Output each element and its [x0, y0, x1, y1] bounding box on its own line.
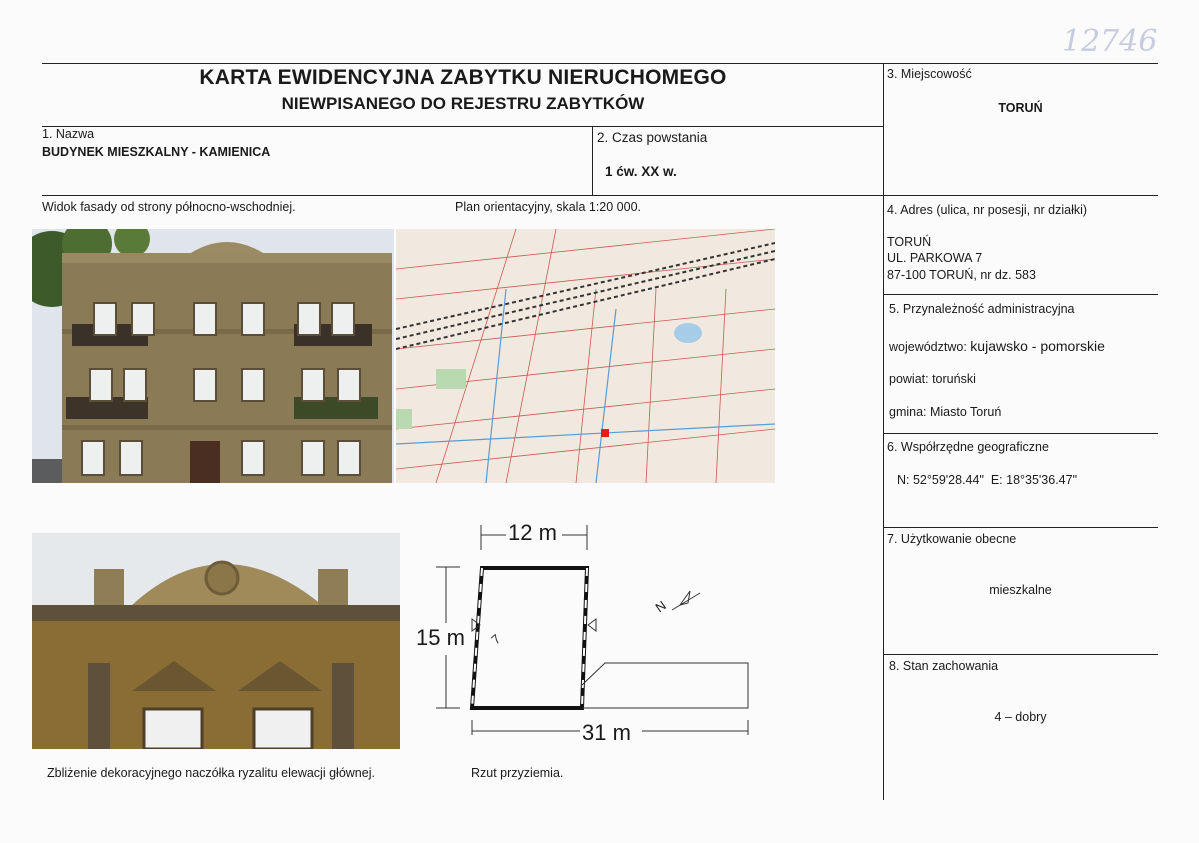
sec5-voivodeship — [889, 338, 1105, 354]
frame-top-line — [42, 63, 1158, 64]
sec5-county: powiat: toruński — [889, 372, 976, 386]
plan-height-label: 15 m — [416, 625, 465, 650]
frame-sec5-bottom — [883, 433, 1158, 434]
frame-right-column-divider — [883, 63, 884, 800]
detail-caption: Zbliżenie dekoracyjnego naczółka ryzalitu elewacji głównej. — [47, 766, 375, 780]
sec5-voivodeship-value: kujawsko - pomorskie — [970, 338, 1105, 354]
plan-caption: Rzut przyziemia. — [471, 766, 564, 780]
page-subtitle: NIEWPISANEGO DO REJESTRU ZABYTKÓW — [281, 94, 645, 113]
sec7-label: 7. Użytkowanie obecne — [887, 532, 1017, 546]
sec1-value: BUDYNEK MIESZKALNY - KAMIENICA — [42, 145, 271, 159]
sec3-label: 3. Miejscowość — [887, 67, 972, 81]
sec4-label: 4. Adres (ulica, nr posesji, nr działki) — [887, 203, 1088, 217]
sec2-value: 1 ćw. XX w. — [605, 164, 677, 179]
gable-detail-photo — [32, 533, 400, 749]
sec2-label: 2. Czas powstania — [597, 130, 708, 145]
handwritten-inventory-number: 12746 — [1062, 24, 1158, 59]
sec7-value: mieszkalne — [989, 583, 1052, 597]
sec5-label: 5. Przynależność administracyjna — [889, 302, 1075, 316]
map-caption: Plan orientacyjny, skala 1:20 000. — [455, 200, 641, 214]
sec4-line1: TORUŃ — [887, 235, 932, 249]
ground-floor-plan — [410, 515, 760, 745]
sec8-label: 8. Stan zachowania — [889, 659, 999, 673]
frame-sec7-bottom — [883, 654, 1158, 655]
frame-title-bottom-line — [42, 126, 884, 127]
page-title: KARTA EWIDENCYJNA ZABYTKU NIERUCHOMEGO — [199, 66, 727, 89]
facade-photo — [32, 229, 394, 483]
sec6-value: N: 52°59'28.44" E: 18°35'36.47" — [897, 473, 1078, 487]
frame-name-bottom-line — [42, 195, 1158, 196]
sec4-line3: 87-100 TORUŃ, nr dz. 583 — [887, 268, 1036, 282]
sec1-label: 1. Nazwa — [42, 127, 95, 141]
sec5-commune: gmina: Miasto Toruń — [889, 405, 1002, 419]
north-arrow-label: N — [652, 597, 669, 616]
sec5-voivodeship-label: województwo: — [889, 340, 971, 354]
svg-text:7: 7 — [488, 631, 504, 648]
frame-sec4-bottom — [883, 294, 1158, 295]
plan-length-label: 31 m — [582, 720, 631, 745]
sec3-value: TORUŃ — [998, 101, 1043, 115]
orientation-map — [396, 229, 775, 483]
facade-caption: Widok fasady od strony północno-wschodniej. — [42, 200, 296, 214]
frame-sec6-bottom — [883, 527, 1158, 528]
frame-divider-name-date — [592, 126, 593, 195]
plan-width-label: 12 m — [508, 520, 557, 545]
sec6-label: 6. Współrzędne geograficzne — [887, 440, 1049, 454]
sec4-line2: UL. PARKOWA 7 — [887, 251, 983, 265]
sec8-value: 4 – dobry — [994, 710, 1047, 724]
